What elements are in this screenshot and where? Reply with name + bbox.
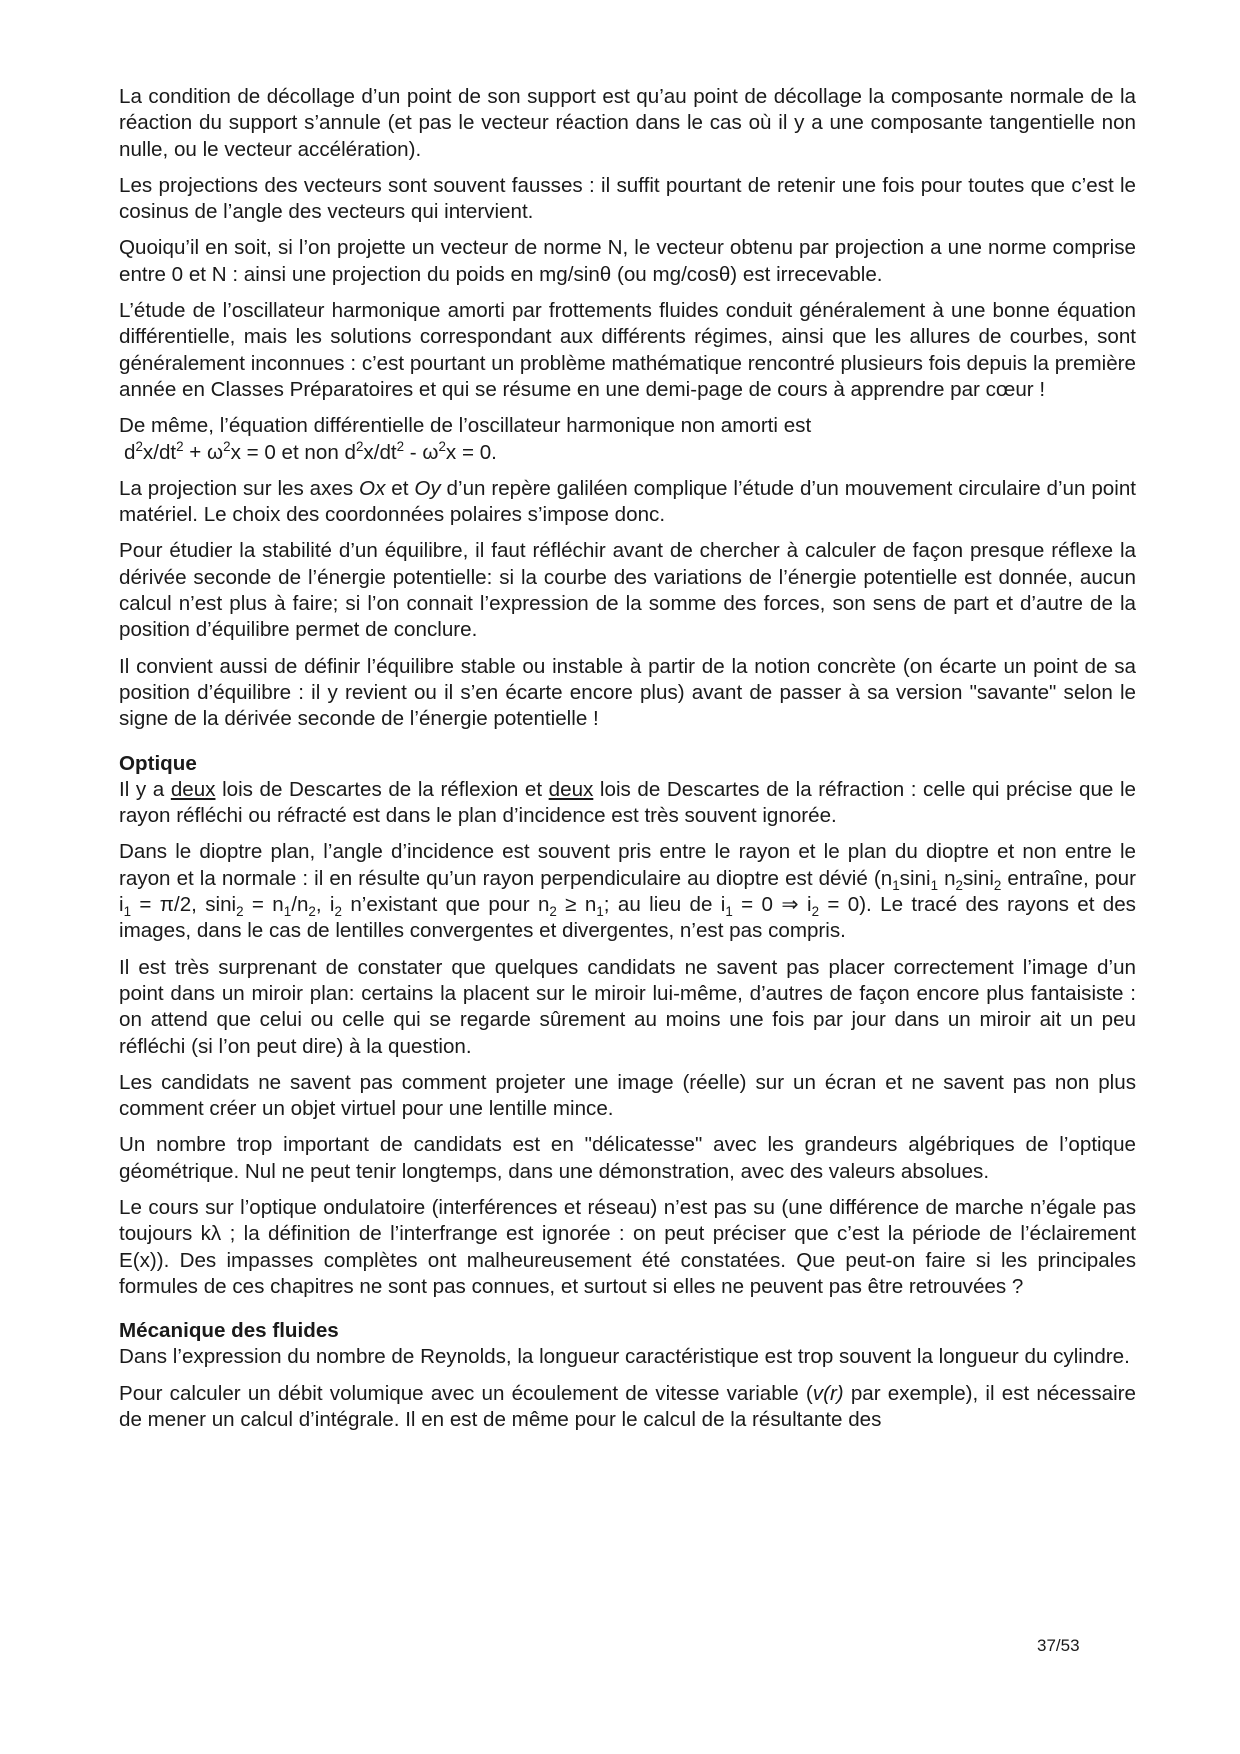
paragraph: Il y a deux lois de Descartes de la réflexion et deux lois de Descartes de la réfraction : celle qui précise que le rayon réfléchi ou réfracté est dans le plan d’incidence est très souvent ignorée.: [119, 777, 1137, 828]
page-body: [119, 84, 1136, 1443]
page-number: 37/53: [1037, 1636, 1080, 1655]
paragraph: Un nombre trop important de candidats est en "délicatesse" avec les grandeurs algébriques de l’optique géométrique. Nul ne peut tenir longtemps, dans une démonstration, avec des valeurs absolues.: [119, 1133, 1136, 1183]
paragraph: Le cours sur l’optique ondulatoire (interférences et réseau) n’est pas su (une différence de marche n’égale pas toujours kλ ; la définition de l’interfrange est ignorée : on peut préciser que c’est la période de l’éclairement E(x)). Des impasses complètes ont malheureusement été constatées. Que peut-on faire si les principales formules de ces chapitres ne sont pas connues, et surtout si elles ne peuvent pas être retrouvées ?: [119, 1195, 1136, 1298]
paragraph: Quoiqu’il en soit, si l’on projette un vecteur de norme N, le vecteur obtenu par projection a une norme comprise entre 0 et N : ainsi une projection du poids en mg/sinθ (ou mg/cosθ) est irrecevable.: [119, 236, 1136, 286]
paragraph: L’étude de l’oscillateur harmonique amorti par frottements fluides conduit généralement à une bonne équation différentielle, mais les solutions correspondant aux différents régimes, ainsi que les allures de courbes, sont généralement inconnues : c’est pourtant un problème mathématique rencontré plusieurs fois depuis la première année en Classes Préparatoires et qui se résume en une demi-page de cours à apprendre par cœur !: [119, 299, 1136, 401]
paragraph: La condition de décollage d’un point de son support est qu’au point de décollage la composante normale de la réaction du support s’annule (et pas le vecteur réaction dans le cas où il y a une composante tangentielle non nulle, ou le vecteur accélération).: [119, 85, 1136, 161]
paragraph: Pour étudier la stabilité d’un équilibre, il faut réfléchir avant de chercher à calculer de façon presque réflexe la dérivée seconde de l’énergie potentielle: si la courbe des variations de l’énergie potentielle est donnée, aucun calcul n’est plus à faire; si l’on connait l’expression de la somme des forces, son sens de part et d’autre de la position d’équilibre permet de conclure.: [119, 539, 1136, 642]
paragraph: Dans l’expression du nombre de Reynolds, la longueur caractéristique est trop souvent la longueur du cylindre.: [119, 1345, 1130, 1369]
equation: $d^2x/dt^2 + \omega^2x = 0$ et non $d^2x/dt^2 - \omega^2x = 0$.: [124, 438, 497, 464]
paragraph: Dans le dioptre plan, l’angle d’incidence est souvent pris entre le rayon et le plan du dioptre et non entre le rayon et la normale : il en résulte qu’un rayon perpendiculaire au dioptre est dévié ($n_1\sin i_1$ $n_2\sin i_2$ entraîne, pour $i_1 = \pi/2$, $\sin i_2 = n_1/n_2$, $i_2$ n’existant que pour $n_2 \ge n_1$; au lieu de $i_1 = 0$ ⇒ $i_2 = 0$). Le tracé des rayons et des images, dans le cas de lentilles convergentes et divergentes, n’est pas compris.: [119, 840, 1136, 943]
paragraph: Les candidats ne savent pas comment projeter une image (réelle) sur un écran et ne savent pas non plus comment créer un objet virtuel pour une lentille mince.: [119, 1070, 1136, 1121]
paragraph: Les projections des vecteurs sont souvent fausses : il suffit pourtant de retenir une fois pour toutes que c’est le cosinus de l’angle des vecteurs qui intervient.: [119, 173, 1136, 224]
section-heading-optique: Optique: [119, 751, 197, 775]
paragraph: Il convient aussi de définir l’équilibre stable ou instable à partir de la notion concrète (on écarte un point de sa position d’équilibre : il y revient ou il s’en écarte encore plus) avant de passer à sa version "savante" selon le signe de la dérivée seconde de l’énergie potentielle !: [119, 654, 1136, 731]
paragraph: Il est très surprenant de constater que quelques candidats ne savent pas placer correctement l’image d’un point dans un miroir plan: certains la placent sur le miroir lui-même, d’autres de façon encore plus fantaisiste : on attend que celui ou celle qui se regarde sûrement au moins une fois par jour dans un miroir ait un peu réfléchi (si l’on peut dire) à la question.: [119, 955, 1136, 1058]
paragraph: De même, l’équation différentielle de l’oscillateur harmonique non amorti est: [119, 414, 812, 438]
paragraph: Pour calculer un débit volumique avec un écoulement de vitesse variable (v(r) par exemple), il est nécessaire de mener un calcul d’intégrale. Il en est de même pour le calcul de la résultante des: [119, 1381, 1136, 1432]
paragraph: La projection sur les axes Ox et Oy d’un repère galiléen complique l’étude d’un mouvement circulaire d’un point matériel. Le choix des coordonnées polaires s’impose donc.: [119, 476, 1136, 527]
section-heading-fluides: Mécanique des fluides: [119, 1319, 339, 1343]
